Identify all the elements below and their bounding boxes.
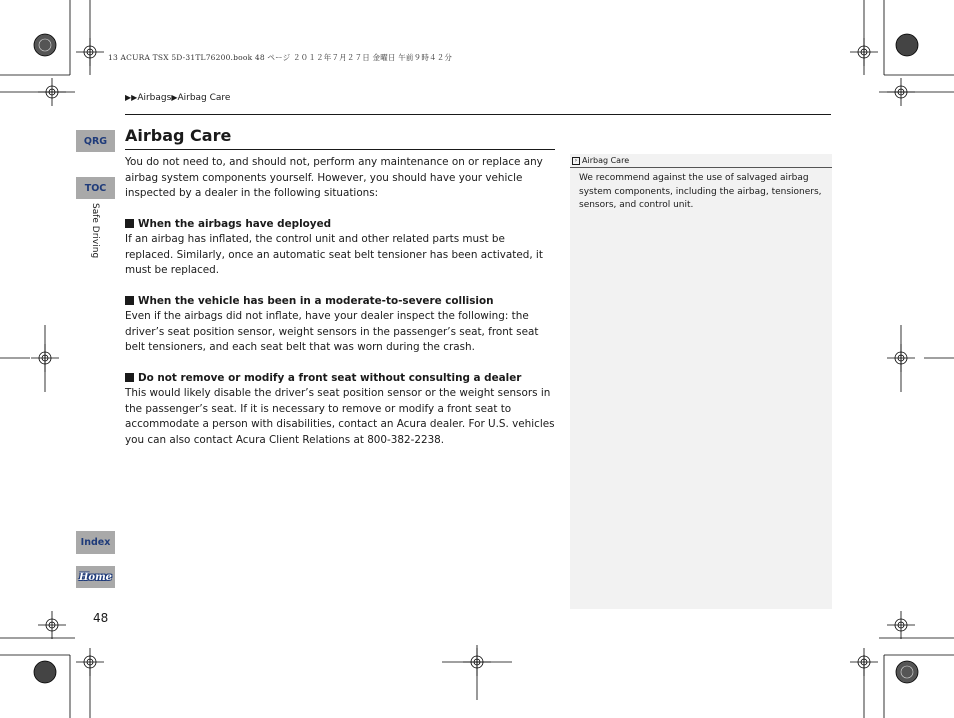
reference-box-icon: › — [572, 157, 580, 165]
section-label: Safe Driving — [90, 203, 100, 259]
section-body: If an airbag has inflated, the control unit and other related parts must be replaced. Similarly, once an automatic seat belt tensioner has been activated, it must be replaced. — [125, 233, 543, 276]
breadcrumb — [125, 93, 230, 103]
header-rule — [125, 114, 831, 115]
title-rule — [125, 149, 555, 150]
breadcrumb-arrow-icon: ▶▶ — [125, 93, 138, 102]
sidebar-note-title[interactable]: Airbag Care — [582, 156, 630, 165]
page-title: Airbag Care — [125, 126, 232, 145]
square-bullet-icon — [125, 219, 134, 228]
section-body: Even if the airbags did not inflate, have your dealer inspect the following: the driver’s seat position sensor, weight sensors in the passenger’s seat, front seat belt tensioners, and each seat belt that was worn during the crash. — [125, 310, 539, 353]
section-heading: When the vehicle has been in a moderate-to-severe collision — [125, 294, 555, 310]
qrg-button[interactable]: QRG — [76, 130, 115, 152]
sidebar-note-header — [570, 154, 832, 168]
sidebar-note — [570, 154, 832, 609]
index-button[interactable]: Index — [76, 531, 115, 554]
intro-paragraph: You do not need to, and should not, perform any maintenance on or replace any airbag system components yourself. However, you should have your vehicle inspected by a dealer in the following situations: — [125, 156, 543, 199]
section-heading: When the airbags have deployed — [125, 217, 555, 233]
square-bullet-icon — [125, 296, 134, 305]
home-button[interactable] — [76, 566, 115, 588]
main-content — [125, 126, 555, 448]
home-label: Home — [78, 571, 113, 583]
page-number: 48 — [93, 611, 109, 625]
breadcrumb-current: Airbag Care — [177, 93, 231, 103]
sidebar-note-text: We recommend against the use of salvaged airbag system components, including the airbag, tensioners, sensors, and control unit. — [579, 173, 822, 210]
book-file-header: 13 ACURA TSX 5D-31TL76200.book 48 ページ ２０１２年７月２７日 金曜日 午前９時４２分 — [108, 53, 453, 62]
breadcrumb-link-airbags[interactable]: Airbags — [137, 93, 172, 103]
breadcrumb-arrow-icon: ▶ — [171, 93, 178, 102]
square-bullet-icon — [125, 373, 134, 382]
toc-button[interactable]: TOC — [76, 177, 115, 199]
section-body: This would likely disable the driver’s seat position sensor or the weight sensors in the passenger’s seat. If it is necessary to remove or modify a front seat to accommodate a person with disabilities, contact an Acura dealer. For U.S. vehicles you can also contact Acura Client Relations at 800-382-2238. — [125, 387, 555, 446]
section-heading: Do not remove or modify a front seat without consulting a dealer — [125, 371, 555, 387]
